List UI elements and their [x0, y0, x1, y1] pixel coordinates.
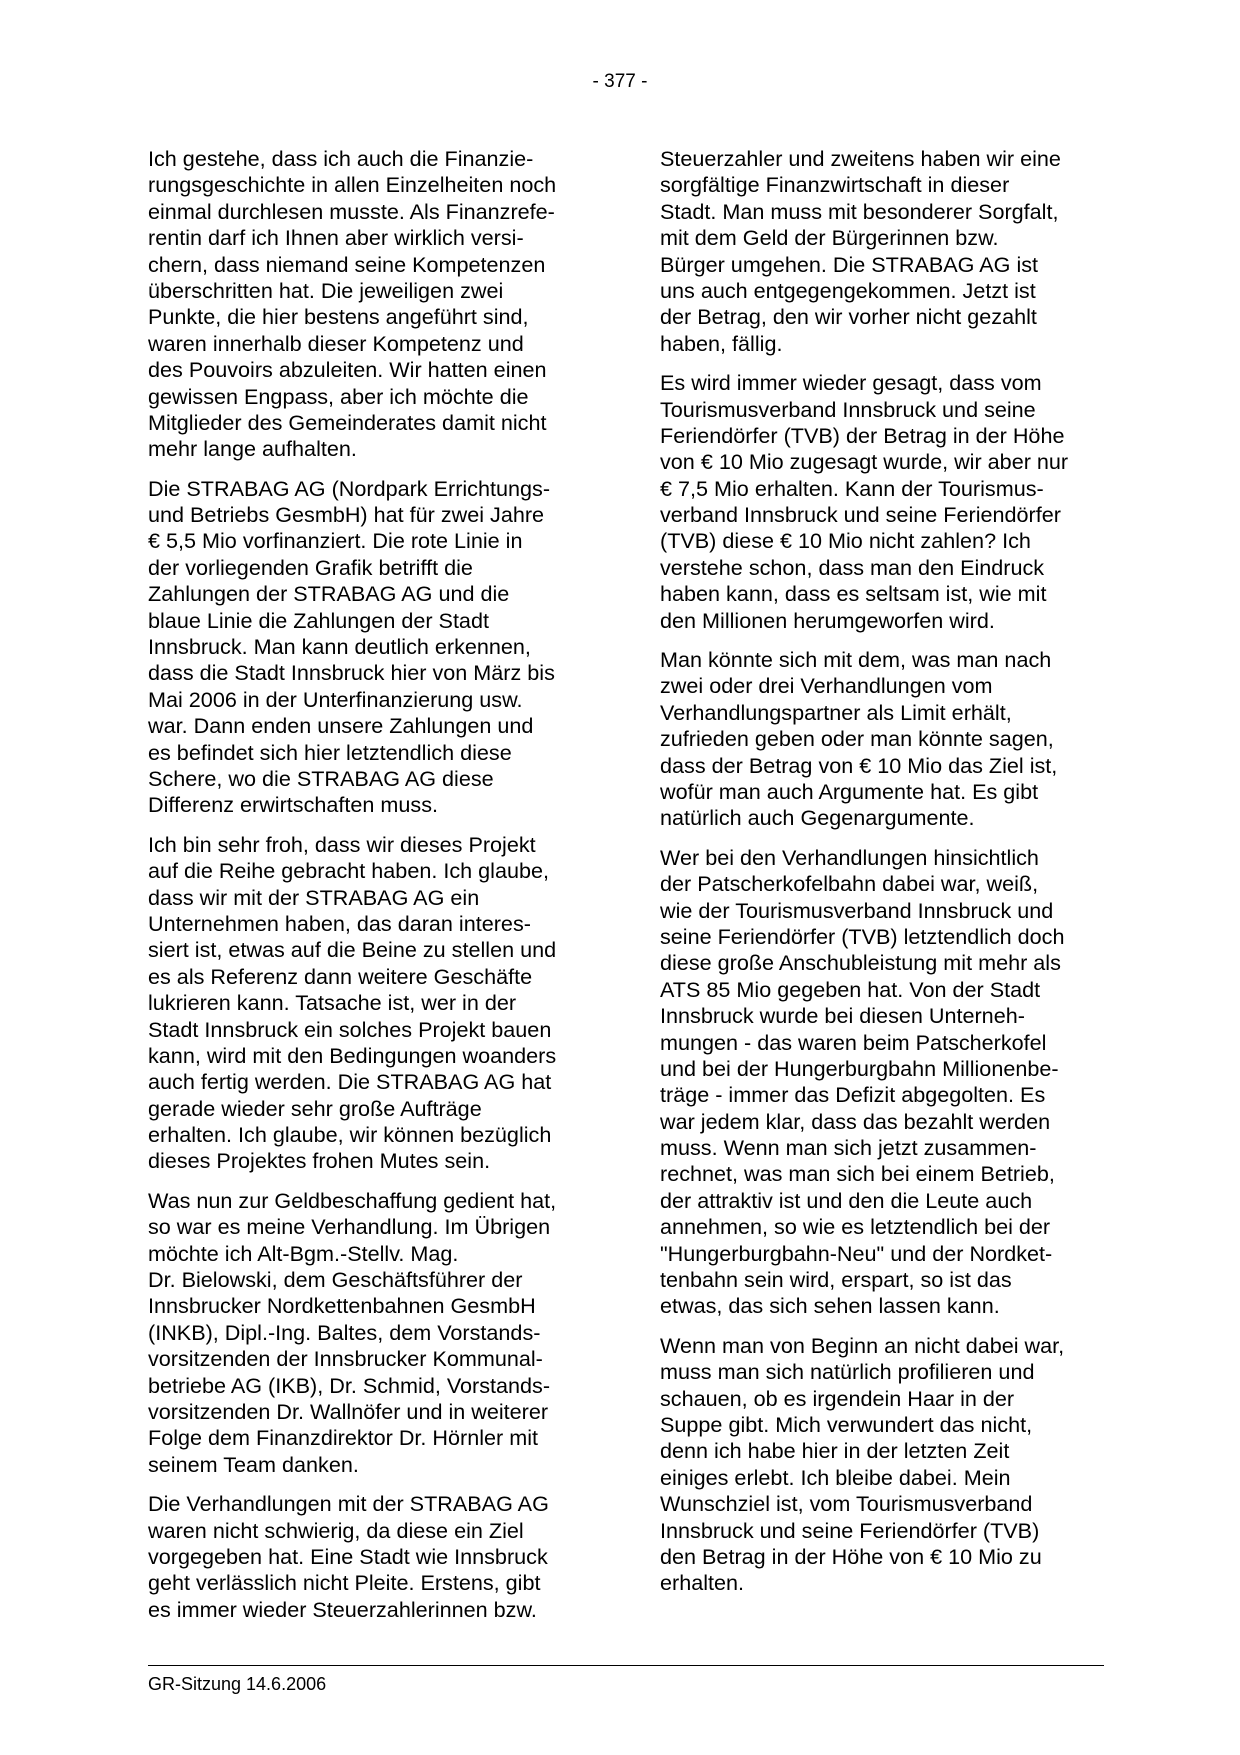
text-line: Innsbruck. Man kann deutlich erkennen, — [148, 634, 531, 660]
text-line: (INKB), Dipl.-Ing. Baltes, dem Vorstands- — [148, 1319, 541, 1345]
text-line: träge - immer das Defizit abgegolten. Es — [660, 1082, 1046, 1108]
text-line: siert ist, etwas auf die Beine zu stellen und — [148, 937, 557, 963]
text-line: erhalten. Ich glaube, wir können bezüglich — [148, 1122, 552, 1148]
text-line: haben kann, dass es seltsam ist, wie mit — [660, 581, 1047, 607]
text-line: Man könnte sich mit dem, was man nach — [660, 647, 1052, 673]
text-line: des Pouvoirs abzuleiten. Wir hatten einen — [148, 357, 547, 383]
text-line: einiges erlebt. Ich bleibe dabei. Mein — [660, 1464, 1011, 1490]
text-line: Differenz erwirtschaften muss. — [148, 792, 439, 818]
text-line: Folge dem Finanzdirektor Dr. Hörnler mit — [148, 1425, 539, 1451]
text-line: muss. Wenn man sich jetzt zusammen- — [660, 1135, 1037, 1161]
right-text-column — [660, 146, 1110, 1610]
text-line: Feriendörfer (TVB) der Betrag in der Höhe — [660, 422, 1065, 448]
text-line: Unternehmen haben, das daran interes- — [148, 910, 531, 936]
text-line: dass der Betrag von € 10 Mio das Ziel ist, — [660, 752, 1058, 778]
text-line: etwas, das sich sehen lassen kann. — [660, 1293, 1000, 1319]
text-line: ATS 85 Mio gegeben hat. Von der Stadt — [660, 976, 1041, 1002]
page-number: - 377 - — [592, 71, 648, 92]
paragraph — [660, 845, 1110, 1320]
text-line: haben, fällig. — [660, 330, 783, 356]
text-line: € 5,5 Mio vorfinanziert. Die rote Linie in — [148, 528, 523, 554]
text-line: Dr. Bielowski, dem Geschäftsführer der — [148, 1267, 523, 1293]
text-line: vorsitzenden der Innsbrucker Kommunal- — [148, 1346, 543, 1372]
text-line: der Betrag, den wir vorher nicht gezahlt — [660, 304, 1037, 330]
text-line: rechnet, was man sich bei einem Betrieb, — [660, 1161, 1055, 1187]
text-line: Schere, wo die STRABAG AG diese — [148, 765, 494, 791]
paragraph — [148, 1188, 598, 1478]
text-line: muss man sich natürlich profilieren und — [660, 1359, 1035, 1385]
text-line: kann, wird mit den Bedingungen woanders — [148, 1042, 557, 1068]
text-line: zufrieden geben oder man könnte sagen, — [660, 726, 1054, 752]
paragraph — [660, 146, 1110, 357]
text-line: Punkte, die hier bestens angeführt sind, — [148, 304, 529, 330]
text-line: verstehe schon, dass man den Eindruck — [660, 554, 1045, 580]
text-line: lukrieren kann. Tatsache ist, wer in der — [148, 990, 517, 1016]
text-line: waren innerhalb dieser Kompetenz und — [148, 330, 524, 356]
text-line: denn ich habe hier in der letzten Zeit — [660, 1438, 1010, 1464]
text-line: chern, dass niemand seine Kompetenzen — [148, 251, 546, 277]
text-line: vorgegeben hat. Eine Stadt wie Innsbruck — [148, 1543, 548, 1569]
text-line: gewissen Engpass, aber ich möchte die — [148, 383, 529, 409]
text-line: annehmen, so wie es letztendlich bei der — [660, 1214, 1051, 1240]
text-line: war jedem klar, dass das bezahlt werden — [660, 1108, 1051, 1134]
text-line: Verhandlungspartner als Limit erhält, — [660, 699, 1012, 725]
text-line: war. Dann enden unsere Zahlungen und — [148, 713, 534, 739]
text-line: es immer wieder Steuerzahlerinnen bzw. — [148, 1596, 537, 1622]
text-line: rentin darf ich Ihnen aber wirklich versi- — [148, 225, 524, 251]
text-line: Stadt. Man muss mit besonderer Sorgfalt, — [660, 198, 1059, 224]
text-line: schauen, ob es irgendein Haar in der — [660, 1385, 1015, 1411]
text-line: rungsgeschichte in allen Einzelheiten noch — [148, 172, 557, 198]
text-line: (TVB) diese € 10 Mio nicht zahlen? Ich — [660, 528, 1031, 554]
text-line: Mai 2006 in der Unterfinanzierung usw. — [148, 686, 523, 712]
text-line: Die STRABAG AG (Nordpark Errichtungs- — [148, 475, 551, 501]
paragraph — [660, 1333, 1110, 1597]
text-line: vorsitzenden Dr. Wallnöfer und in weiterer — [148, 1398, 549, 1424]
text-line: wofür man auch Argumente hat. Es gibt — [660, 778, 1039, 804]
text-line: Innsbruck wurde bei diesen Unterneh- — [660, 1003, 1025, 1029]
text-line: Stadt Innsbruck ein solches Projekt bauen — [148, 1016, 552, 1042]
text-line: tenbahn sein wird, erspart, so ist das — [660, 1267, 1012, 1293]
text-line: dieses Projektes frohen Mutes sein. — [148, 1148, 491, 1174]
text-line: Mitglieder des Gemeinderates damit nicht — [148, 409, 547, 435]
text-line: und bei der Hungerburgbahn Millionenbe- — [660, 1055, 1059, 1081]
text-line: der attraktiv ist und den die Leute auch — [660, 1187, 1033, 1213]
text-line: Innsbruck und seine Feriendörfer (TVB) — [660, 1517, 1040, 1543]
footer-divider — [148, 1665, 1104, 1666]
text-line: Es wird immer wieder gesagt, dass vom — [660, 370, 1042, 396]
text-line: Bürger umgehen. Die STRABAG AG ist — [660, 251, 1039, 277]
paragraph — [148, 832, 598, 1175]
text-line: sorgfältige Finanzwirtschaft in dieser — [660, 172, 1010, 198]
text-line: und Betriebs GesmbH) hat für zwei Jahre — [148, 502, 545, 528]
text-line: seine Feriendörfer (TVB) letztendlich doch — [660, 923, 1065, 949]
text-line: zwei oder drei Verhandlungen vom — [660, 673, 993, 699]
text-line: den Betrag in der Höhe von € 10 Mio zu — [660, 1543, 1042, 1569]
text-line: Ich bin sehr froh, dass wir dieses Projekt — [148, 831, 536, 857]
text-line: auf die Reihe gebracht haben. Ich glaube, — [148, 858, 549, 884]
text-line: dass die Stadt Innsbruck hier von März bis — [148, 660, 555, 686]
text-line: blaue Linie die Zahlungen der Stadt — [148, 607, 489, 633]
paragraph — [148, 1491, 598, 1623]
text-line: von € 10 Mio zugesagt wurde, wir aber nur — [660, 449, 1069, 475]
text-line: waren nicht schwierig, da diese ein Ziel — [148, 1517, 524, 1543]
text-line: mit dem Geld der Bürgerinnen bzw. — [660, 225, 999, 251]
paragraph — [660, 647, 1110, 832]
text-line: verband Innsbruck und seine Feriendörfer — [660, 502, 1061, 528]
text-line: Was nun zur Geldbeschaffung gedient hat, — [148, 1187, 557, 1213]
text-line: möchte ich Alt-Bgm.-Stellv. Mag. — [148, 1240, 459, 1266]
text-line: Ich gestehe, dass ich auch die Finanzie- — [148, 146, 534, 171]
text-line: Suppe gibt. Mich verwundert das nicht, — [660, 1411, 1033, 1437]
text-line: gerade wieder sehr große Aufträge — [148, 1095, 482, 1121]
text-line: Zahlungen der STRABAG AG und die — [148, 581, 510, 607]
text-line: wie der Tourismusverband Innsbruck und — [660, 897, 1054, 923]
text-line: Innsbrucker Nordkettenbahnen GesmbH — [148, 1293, 536, 1319]
left-text-column — [148, 146, 598, 1636]
paragraph — [148, 146, 598, 463]
text-line: Steuerzahler und zweitens haben wir eine — [660, 146, 1061, 171]
text-line: auch fertig werden. Die STRABAG AG hat — [148, 1069, 552, 1095]
text-line: Die Verhandlungen mit der STRABAG AG — [148, 1491, 549, 1517]
text-line: Wenn man von Beginn an nicht dabei war, — [660, 1332, 1065, 1358]
text-line: € 7,5 Mio erhalten. Kann der Tourismus- — [660, 475, 1044, 501]
text-line: den Millionen herumgeworfen wird. — [660, 607, 995, 633]
text-line: Wer bei den Verhandlungen hinsichtlich — [660, 844, 1039, 870]
text-line: Wunschziel ist, vom Tourismusverband — [660, 1491, 1033, 1517]
text-line: einmal durchlesen musste. Als Finanzrefe- — [148, 198, 555, 224]
text-line: natürlich auch Gegenargumente. — [660, 805, 975, 831]
text-line: so war es meine Verhandlung. Im Übrigen — [148, 1214, 551, 1240]
text-line: geht verlässlich nicht Pleite. Erstens, gibt — [148, 1570, 541, 1596]
paragraph — [148, 476, 598, 819]
text-line: mehr lange aufhalten. — [148, 436, 357, 462]
text-line: Tourismusverband Innsbruck und seine — [660, 396, 1036, 422]
text-line: überschritten hat. Die jeweiligen zwei — [148, 277, 504, 303]
text-line: der vorliegenden Grafik betrifft die — [148, 554, 473, 580]
text-line: diese große Anschubleistung mit mehr als — [660, 950, 1061, 976]
footer-session-label: GR-Sitzung 14.6.2006 — [148, 1674, 327, 1694]
text-line: es befindet sich hier letztendlich diese — [148, 739, 512, 765]
text-line: betriebe AG (IKB), Dr. Schmid, Vorstands- — [148, 1372, 551, 1398]
text-line: uns auch entgegengekommen. Jetzt ist — [660, 277, 1036, 303]
text-line: dass wir mit der STRABAG AG ein — [148, 884, 480, 910]
text-line: erhalten. — [660, 1570, 745, 1596]
text-line: "Hungerburgbahn-Neu" und der Nordket- — [660, 1240, 1053, 1266]
text-line: seinem Team danken. — [148, 1451, 359, 1477]
paragraph — [660, 370, 1110, 634]
text-line: mungen - das waren beim Patscherkofel — [660, 1029, 1047, 1055]
text-line: der Patscherkofelbahn dabei war, weiß, — [660, 871, 1039, 897]
text-line: es als Referenz dann weitere Geschäfte — [148, 963, 533, 989]
